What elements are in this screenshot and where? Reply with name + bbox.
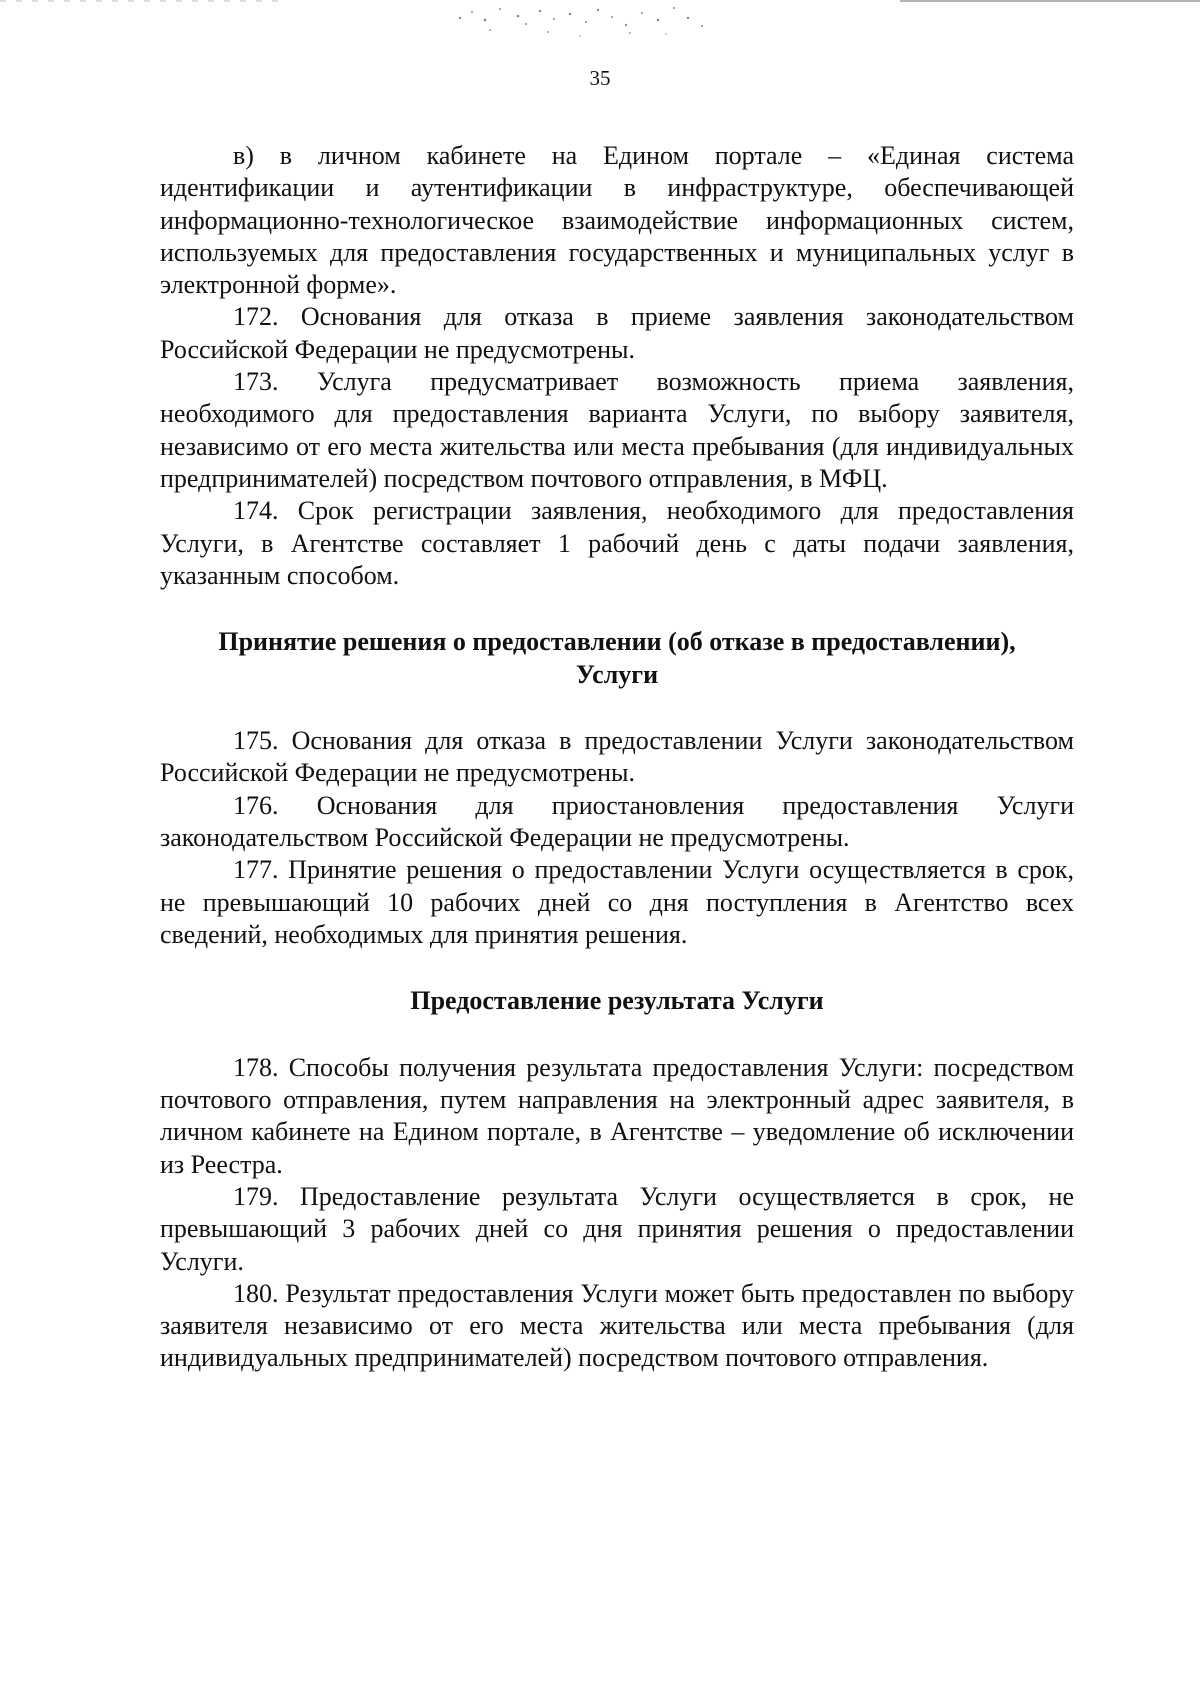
paragraph-177: 177. Принятие решения о предоставлении Услуги осуществляется в срок, не превышающий 10 рабочих дней со дня поступления в Агентство всех сведений, необходимых для принятия решения. bbox=[160, 855, 1074, 949]
section-heading-decision-line-2: Услуги bbox=[575, 659, 659, 689]
section-heading-result: Предоставление результата Услуги bbox=[410, 986, 824, 1016]
paragraph-172: 172. Основания для отказа в приеме заявления законодательством Российской Федерации не предусмотрены. bbox=[160, 302, 1074, 364]
paragraph-178: 178. Способы получения результата предоставления Услуги: посредством почтового отправления, путем направления на электронный адрес заявителя, в личном кабинете на Едином портале, в Агентстве – уведомление об исключении из Реестра. bbox=[160, 1052, 1074, 1179]
section-heading-decision-line-1: Принятие решения о предоставлении (об отказе в предоставлении), bbox=[218, 627, 1016, 657]
document-body bbox=[160, 140, 1074, 1375]
paragraph-v: в) в личном кабинете на Едином портале – «Единая система идентификации и аутентификации в инфраструктуре, обеспечивающей информационно-технологическое взаимодействие информационных систем, используемых для предоставления государственных и муниципальных услуг в электронной форме». bbox=[160, 141, 1074, 300]
paragraph-175: 175. Основания для отказа в предоставлении Услуги законодательством Российской Федерации не предусмотрены. bbox=[160, 726, 1074, 788]
scan-artifact bbox=[430, 0, 760, 42]
paragraph-179: 179. Предоставление результата Услуги осуществляется в срок, не превышающий 3 рабочих дней со дня принятия решения о предоставлении Услуги. bbox=[160, 1181, 1074, 1276]
paragraph-180: 180. Результат предоставления Услуги может быть предоставлен по выбору заявителя независимо от его места жительства или места пребывания (для индивидуальных предпринимателей) посредством почтового отправления. bbox=[160, 1278, 1074, 1373]
paragraph-173: 173. Услуга предусматривает возможность приема заявления, необходимого для предоставления варианта Услуги, по выбору заявителя, независимо от его места жительства или места пребывания (для индивидуальных предпринимателей) посредством почтового отправления, в МФЦ. bbox=[160, 367, 1074, 493]
paragraph-174: 174. Срок регистрации заявления, необходимого для предоставления Услуги, в Агентстве составляет 1 рабочий день с даты подачи заявления, указанным способом. bbox=[160, 496, 1074, 590]
paragraph-176: 176. Основания для приостановления предоставления Услуги законодательством Российской Федерации не предусмотрены. bbox=[160, 790, 1074, 853]
section-heading-decision bbox=[160, 626, 1074, 691]
page-number: 35 bbox=[589, 66, 611, 90]
